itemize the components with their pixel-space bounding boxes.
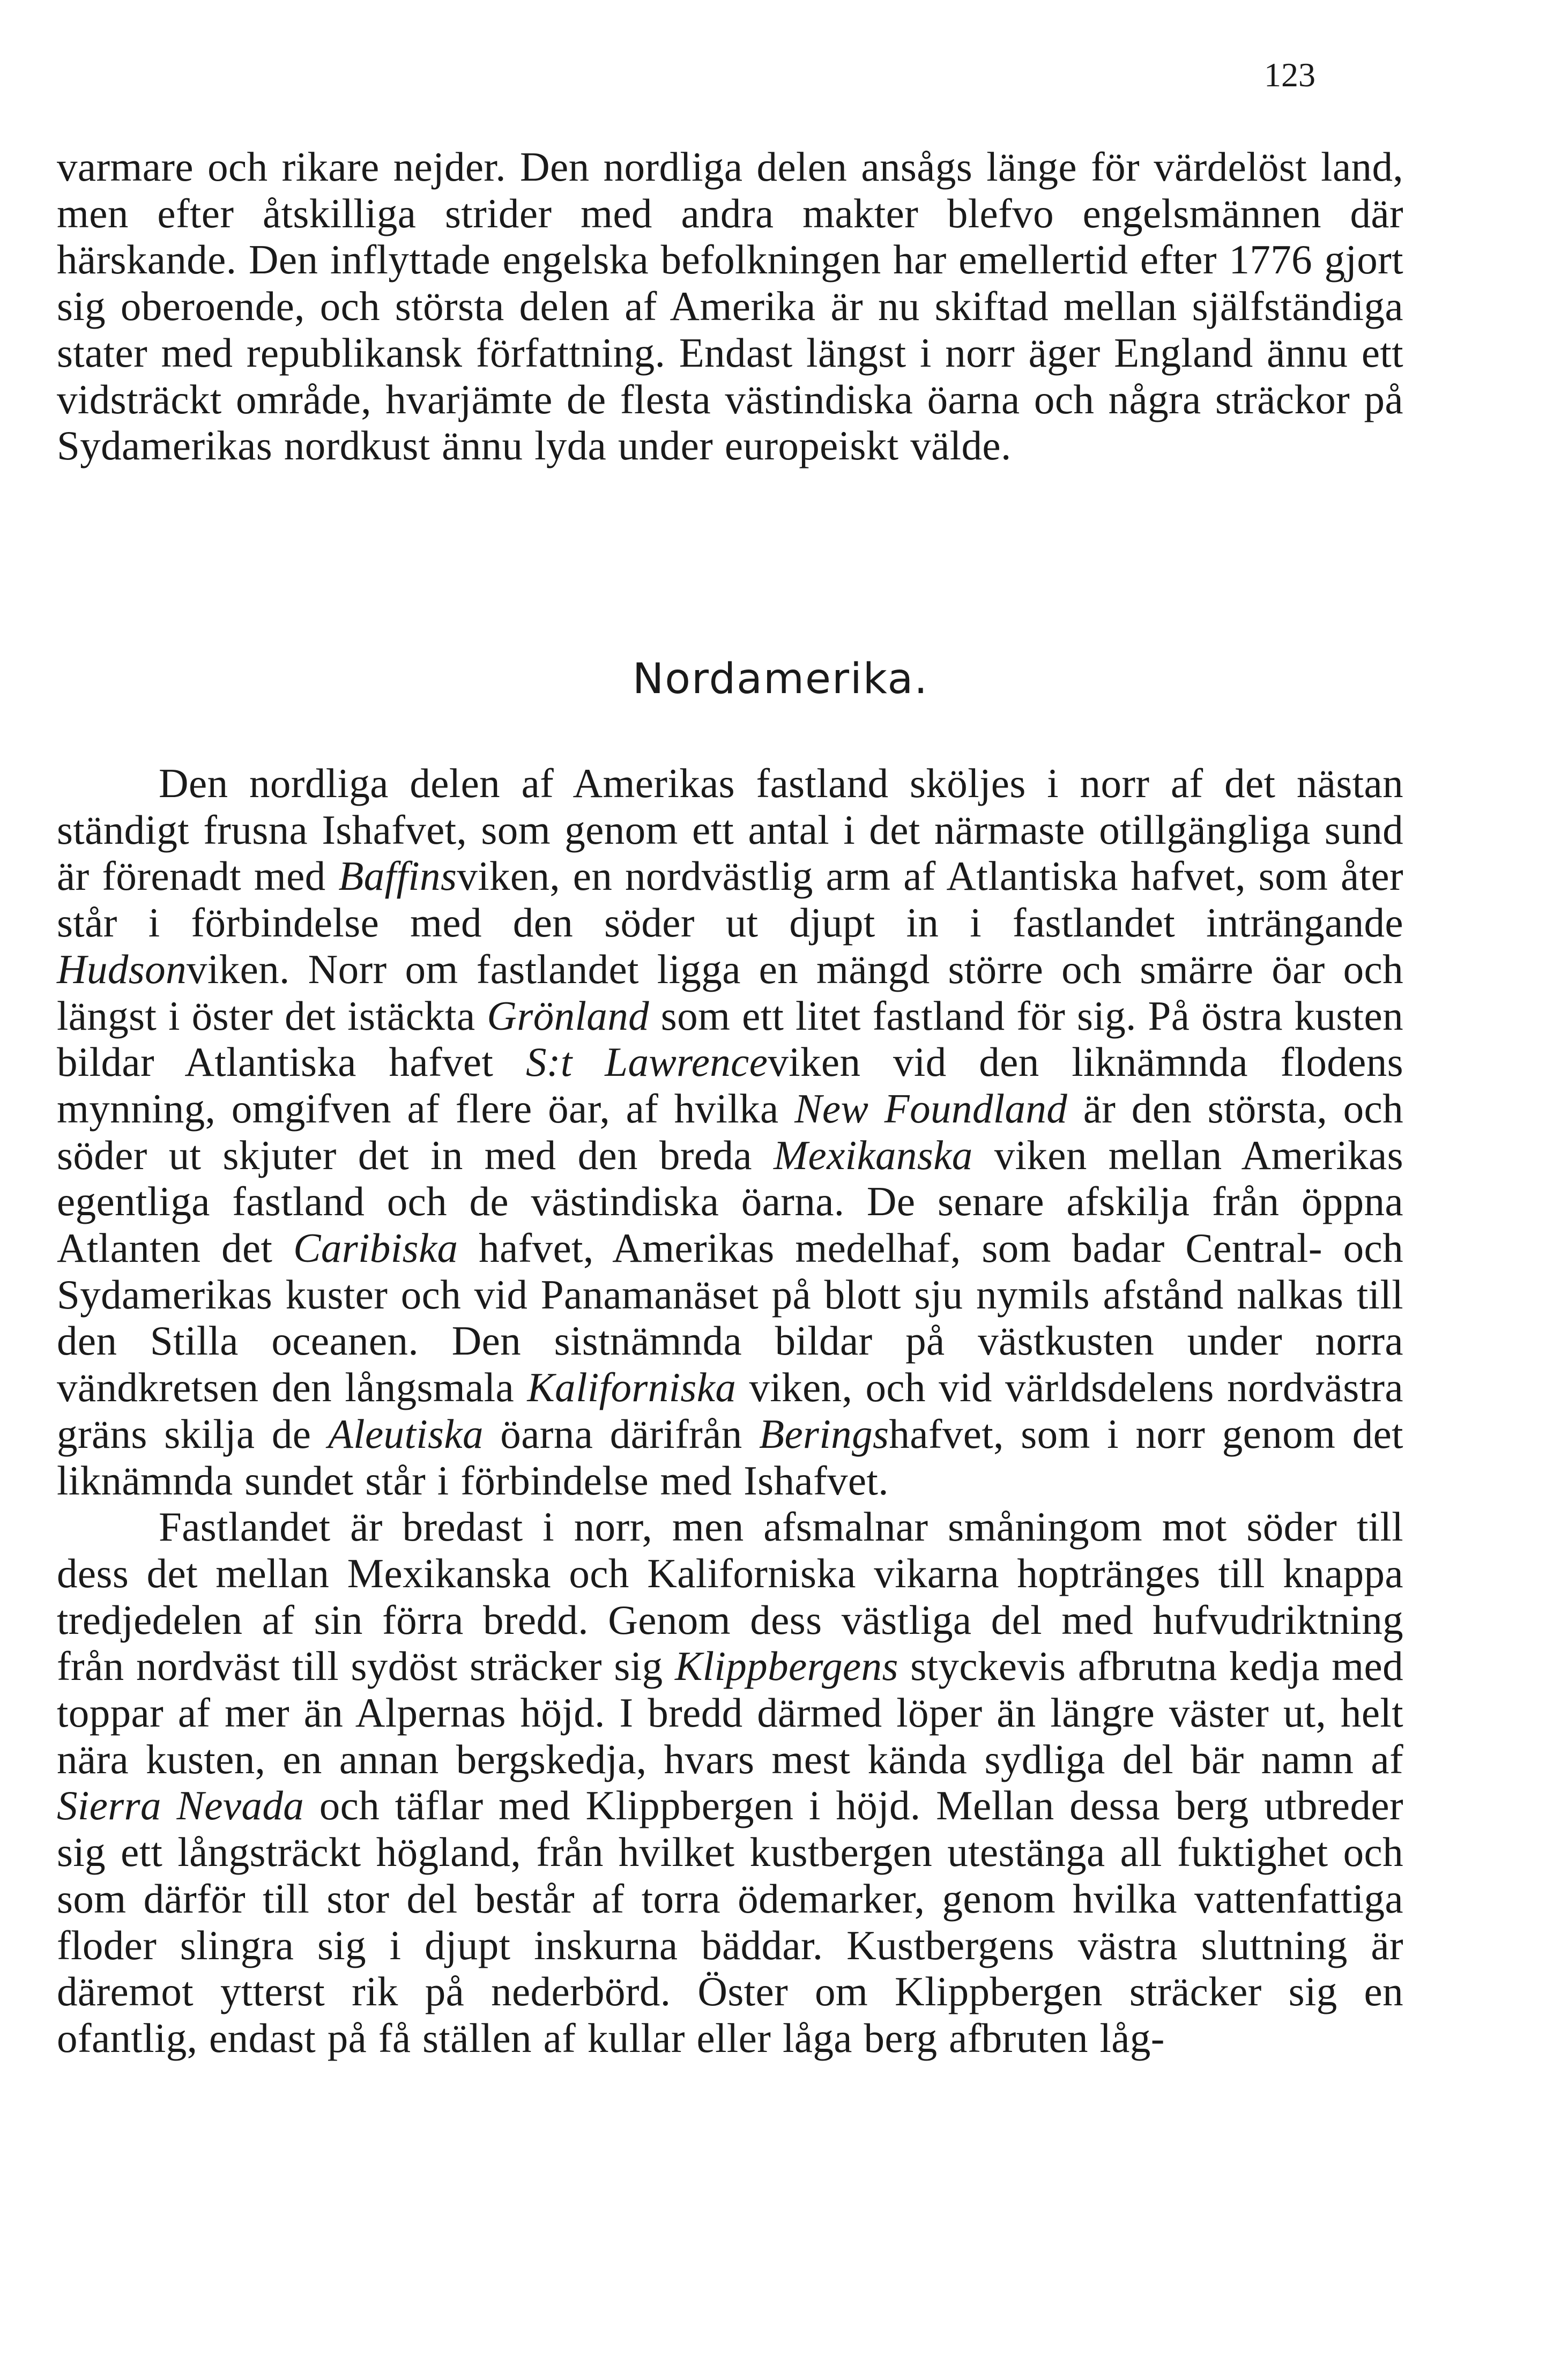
- text-run: som ett litet fastland för sig. På östra kusten bildar Atlantiska hafvet: [57, 992, 1403, 1085]
- section-heading: Nordamerika.: [632, 655, 929, 703]
- section-body: [57, 760, 1403, 2062]
- text-run: Den nordliga delen af Amerikas fastland sköljes i norr af det nästan ständigt frusna Ishafvet, som genom ett antal i det närmaste otillgängliga sund är förenadt med: [57, 760, 1403, 899]
- place-name: Caribiska: [293, 1225, 458, 1271]
- paragraph-1: [57, 760, 1403, 1504]
- place-name: Aleutiska: [328, 1410, 484, 1457]
- page-number: 123: [1264, 56, 1315, 94]
- intro-paragraph: varmare och rikare nejder. Den nordliga delen ansågs länge för värdelöst land, men efter åtskilliga strider med andra makter blefvo engelsmännen där härskande. Den inflyttade engelska befolkningen har emellertid efter 1776 gjort sig oberoende, och största delen af Amerika är nu skiftad mellan själfständiga stater med republikansk författning. Endast längst i norr äger England ännu ett vidsträckt område, hvarjämte de flesta västindiska öarna och några sträckor på Sydamerikas nordkust ännu lyda under europeiskt välde.: [57, 144, 1403, 469]
- intro-paragraph-block: [57, 144, 1403, 469]
- place-name: Grönland: [487, 992, 649, 1039]
- text-run: , som i norr genom det liknämnda sundet står i förbindelse med Ishafvet.: [57, 1410, 1403, 1504]
- text-run: och täflar med Klippbergen i höjd. Mellan dessa berg utbreder sig ett långsträckt högland, från hvilket kustbergen utestänga all fuktighet och som därför till stor del består af torra ödemarker, genom hvilka vattenfattiga floder slingra sig i djupt inskurna bäddar. Kustbergens västra sluttning är däremot ytterst rik på nederbörd. Öster om Klippbergen sträcker sig en ofantlig, endast på få ställen af kullar eller låga berg afbruten låg-: [57, 1782, 1403, 2061]
- place-name: Mexikanska: [773, 1132, 973, 1178]
- place-name: Berings: [759, 1410, 889, 1457]
- text-run: viken vid den liknämnda flodens mynning, omgifven af flere öar, af hvilka: [57, 1039, 1403, 1132]
- text-run: viken, och vid världsdelens nordvästra gräns skilja de: [57, 1364, 1403, 1457]
- text-run: viken. Norr om fastlandet ligga en mängd större och smärre öar och längst i öster det istäckta: [57, 946, 1403, 1039]
- place-name: Baffins: [338, 853, 457, 899]
- place-name: Sierra Nevada: [57, 1782, 304, 1829]
- place-name: Klippbergens: [674, 1643, 898, 1690]
- place-name: Kaliforniska: [527, 1364, 737, 1411]
- text-run: är den största, och söder ut skjuter det in med den breda: [57, 1085, 1403, 1178]
- text-run: hafvet: [889, 1410, 994, 1457]
- place-name: Hudson: [57, 946, 187, 992]
- text-run: hafvet, Amerikas medelhaf, som badar Central- och Sydamerikas kuster och vid Panamanäset på blott sju nymils afstånd nalkas till den Stilla oceanen. Den sistnämnda bildar på västkusten under norra vändkretsen den långsmala: [57, 1225, 1403, 1411]
- place-name: New Foundland: [794, 1085, 1068, 1132]
- text-run: öarna därifrån: [483, 1410, 760, 1457]
- place-name: S:t Lawrence: [525, 1039, 768, 1085]
- text-run: viken mellan Amerikas egentliga fastland och de västindiska öarna. De senare afskilja från öppna Atlanten det: [57, 1132, 1403, 1271]
- text-run: styckevis afbrutna kedja med toppar af mer än Alpernas höjd. I bredd därmed löper än längre väster ut, helt nära kusten, en annan bergskedja, hvars mest kända sydliga del bär namn af: [57, 1643, 1404, 1782]
- text-run: viken, en nordvästlig arm af Atlantiska hafvet, som åter står i förbindelse med den söder ut djupt in i fastlandet inträngande: [57, 853, 1403, 946]
- text-run: Fastlandet är bredast i norr, men afsmalnar småningom mot söder till dess det mellan Mexikanska och Kaliforniska vikarna hoptränges till knappa tredjedelen af sin förra bredd. Genom dess västliga del med hufvudriktning från nordväst till sydöst sträcker sig: [57, 1504, 1403, 1690]
- paragraph-2: [57, 1504, 1403, 2061]
